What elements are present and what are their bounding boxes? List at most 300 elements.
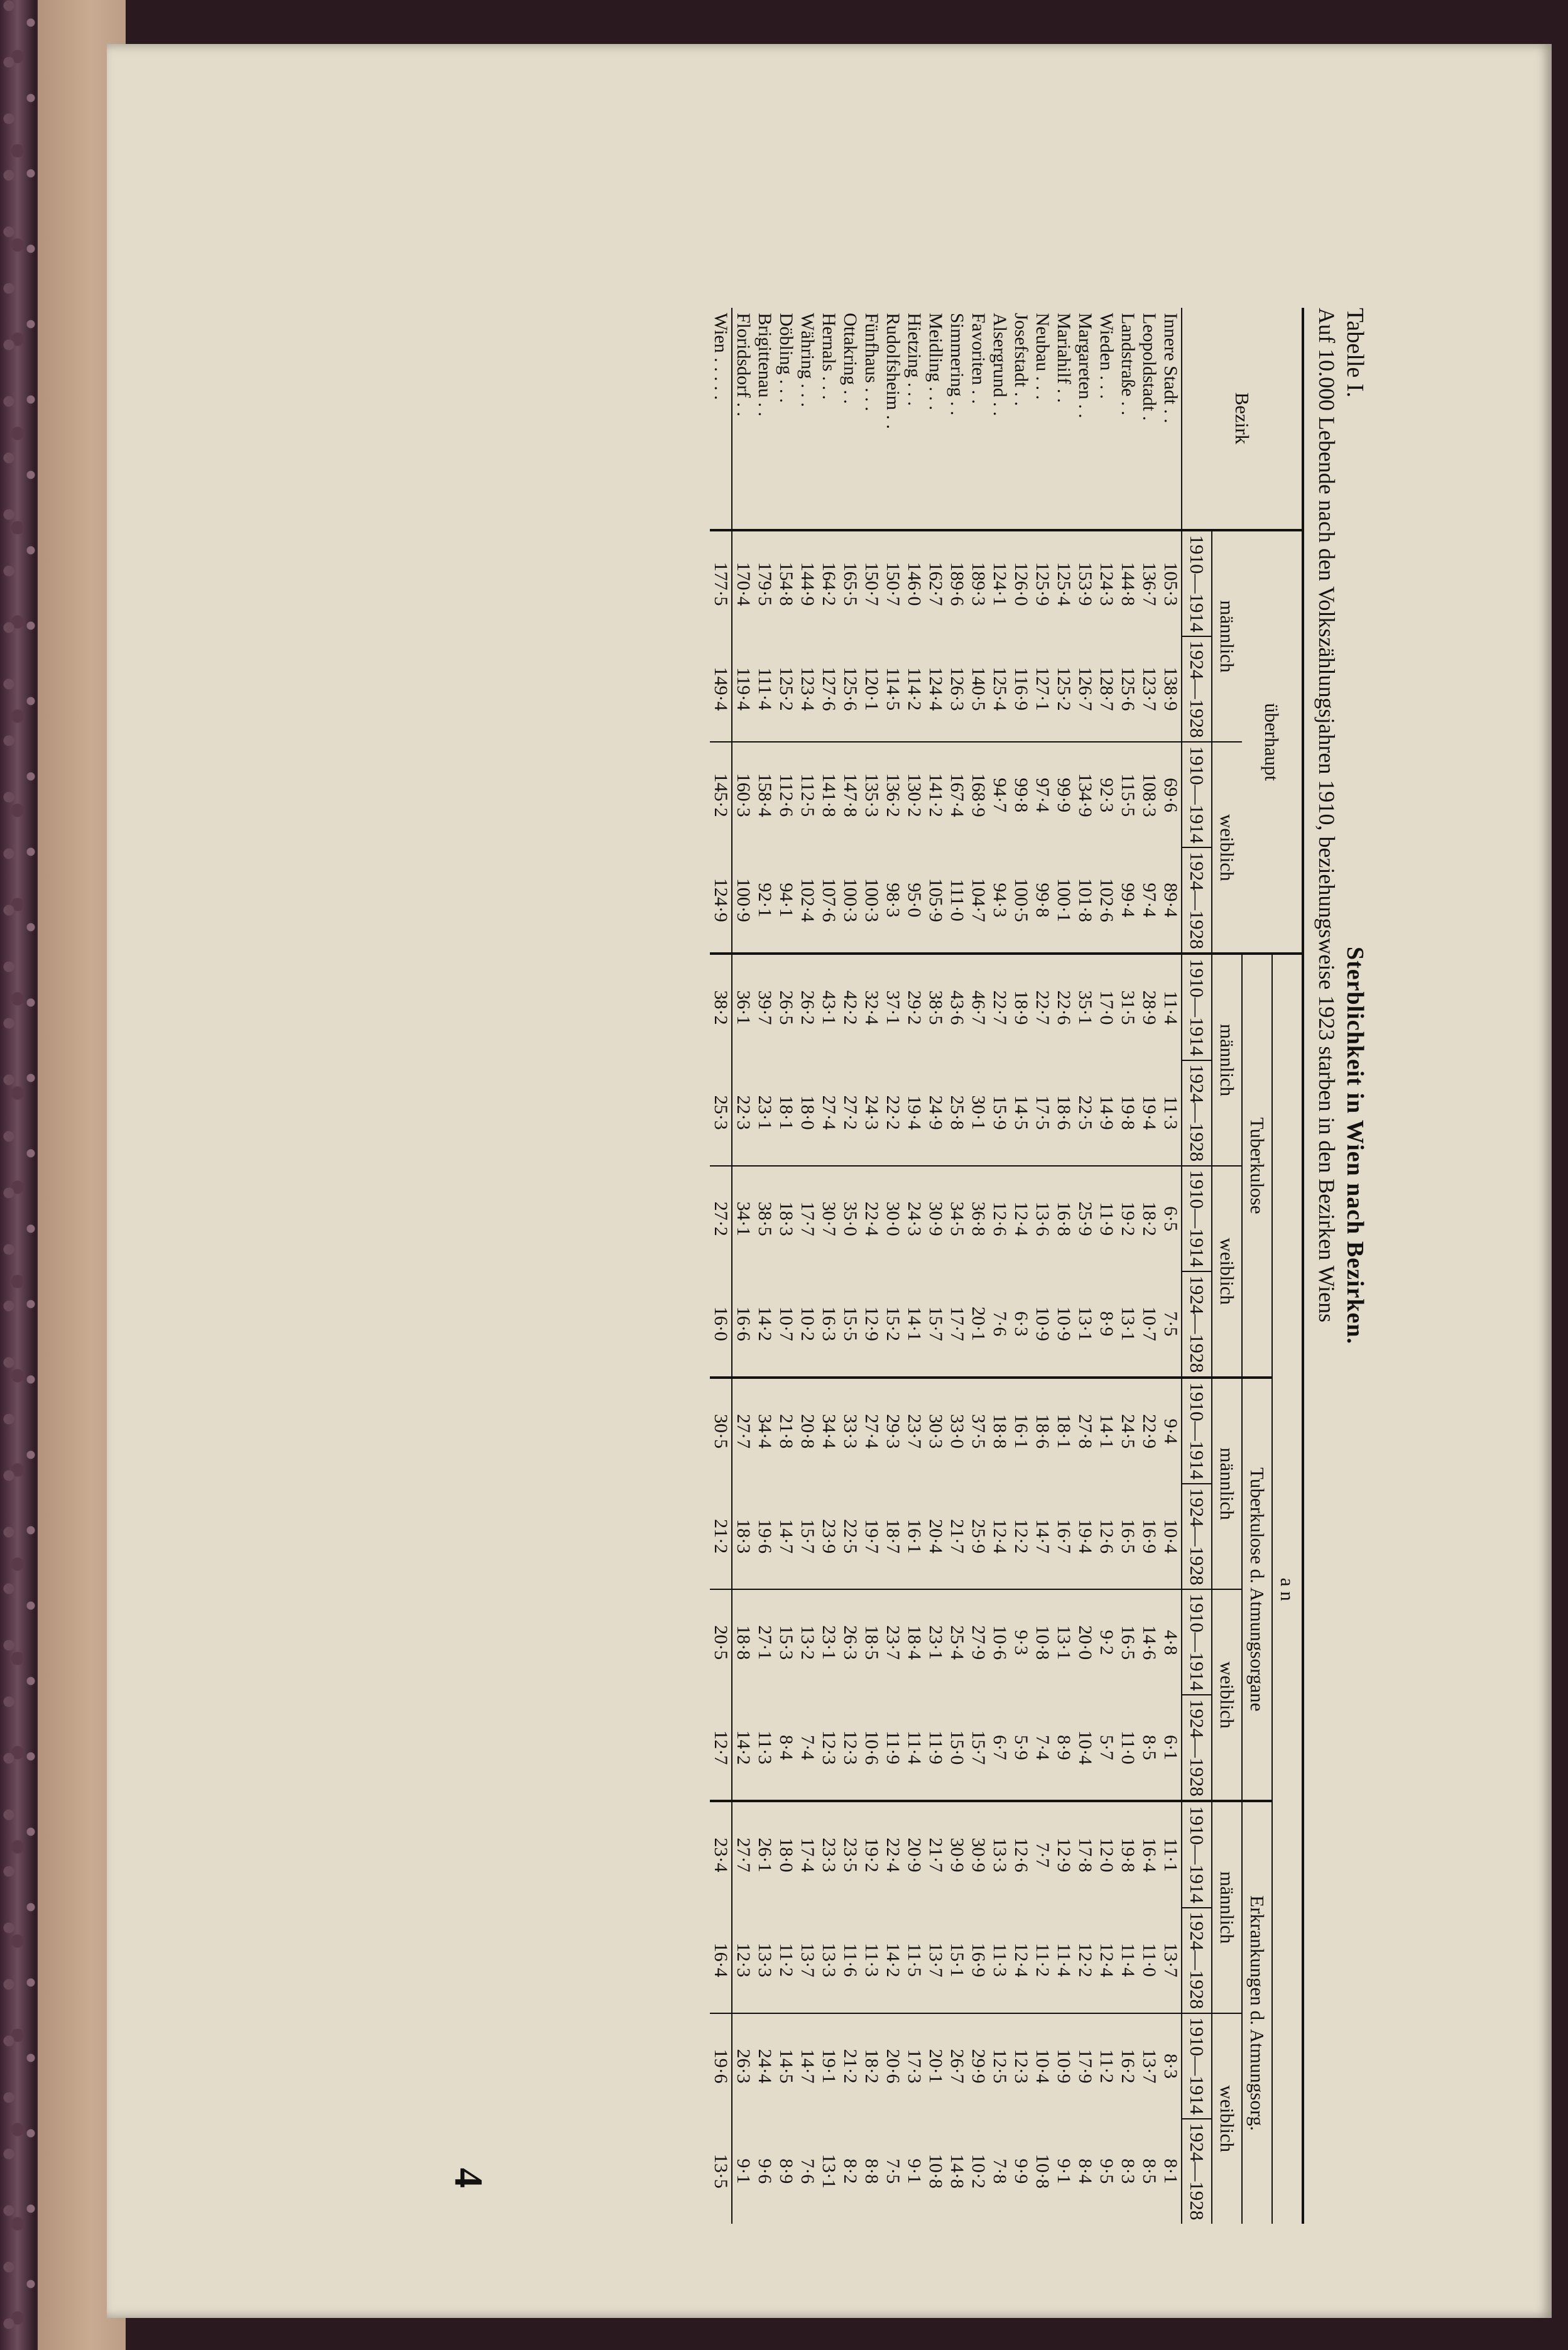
table-cell: 34·1 [732,1166,754,1271]
table-cell: 12·4 [1096,1942,1117,1977]
table-cell: 13·1 [1053,1589,1074,1695]
table-cell: 105·9 [925,878,946,922]
table-cell: 108·3 [1138,742,1160,847]
table-cell: 101·8 [1075,878,1096,922]
district-name: Ottakring . . [840,313,861,404]
header-period: 1910—1914 [1182,530,1212,636]
table-cell: 12·6 [989,1166,1010,1271]
table-cell: 27·4 [819,1095,839,1130]
table-cell: 10·2 [968,2153,989,2189]
table-cell: 13·3 [989,1801,1010,1907]
table-cell: 13·3 [819,1942,839,1977]
table-cell: 16·4 [710,1908,732,2013]
table-title: Sterblichkeit in Wien nach Bezirken. [1342,946,1368,1345]
table-cell: 30·1 [968,1095,989,1130]
table-cell: 8·8 [861,2158,882,2184]
table-cell: 17·0 [1096,954,1117,1060]
header-maennlich: männlich [1212,1801,1242,2013]
table-cell: 27·8 [1074,1378,1096,1484]
table-cell: 13·7 [797,1942,818,1977]
table-cell: 17·7 [947,1306,967,1341]
table-cell: 12·4 [1010,1166,1032,1271]
table-cell: 30·3 [925,1378,946,1484]
table-cell: 26·1 [754,1801,775,1907]
table-cell: 20·5 [710,1589,732,1695]
table-cell: 14·6 [1138,1589,1160,1695]
table-cell: 8·3 [1118,2158,1138,2184]
table-cell: 9·3 [1010,1589,1032,1695]
table-cell: 26·7 [946,2013,967,2119]
table-row [797,308,818,2224]
table-cell: 130·2 [903,742,925,847]
table-cell: 16·2 [1117,2013,1138,2119]
table-cell: 23·9 [819,1519,839,1554]
table-cell: 146·0 [903,530,925,636]
table-cell: 149·4 [710,636,732,742]
table-cell: 20·9 [903,1801,925,1907]
table-cell: 107·6 [819,878,839,922]
table-cell: 20·6 [882,2013,903,2119]
header-maennlich: männlich [1212,1378,1242,1589]
table-cell: 23·4 [710,1801,732,1907]
header-period: 1910—1914 [1182,1166,1212,1271]
table-cell: 16·8 [1053,1166,1074,1271]
table-row [967,308,989,2224]
table-cell: 38·2 [710,954,732,1060]
district-name: Josefstadt . . [1011,313,1032,406]
table-cell: 12·4 [1011,1942,1032,1977]
table-cell: 19·1 [818,2013,839,2119]
table-cell: 8·5 [1139,2158,1160,2184]
table-cell: 25·3 [710,1060,732,1166]
table-cell: 11·0 [1139,1943,1160,1977]
header-an: a n [1272,954,1303,2224]
table-cell: 11·0 [1118,1730,1138,1765]
district-name: Margareten . . [1075,313,1096,418]
table-cell: 7·6 [989,1311,1010,1337]
table-cell: 23·1 [818,1589,839,1695]
table-cell: 179·5 [754,530,775,636]
table-cell: 154·8 [775,530,797,636]
table-cell: 22·7 [989,954,1010,1060]
table-cell: 6·1 [1160,1734,1181,1760]
table-cell: 9·1 [733,2158,754,2184]
table-cell: 19·4 [904,1095,925,1130]
table-cell: 11·1 [1160,1801,1182,1907]
district-name: Leopoldstadt . [1139,313,1160,421]
table-cell: 177·5 [710,530,732,636]
table-cell: 26·5 [775,954,797,1060]
table-cell: 19·8 [1118,1095,1138,1130]
table-cell: 23·3 [818,1801,839,1907]
table-cell: 12·3 [840,1730,861,1765]
table-cell: 15·3 [775,1589,797,1695]
table-cell: 14·5 [1011,1095,1032,1130]
district-name: Währing . . . [797,313,818,407]
table-cell: 38·5 [925,954,946,1060]
table-cell: 124·9 [710,847,732,954]
table-cell: 21·2 [710,1484,732,1589]
table-cell: 127·6 [819,666,839,711]
table-cell: 126·3 [947,666,967,711]
table-cell: 9·4 [1160,1378,1182,1484]
table-cell: 98·3 [883,883,903,918]
table-cell: 34·5 [946,1166,967,1271]
table-cell: 14·8 [947,2153,967,2189]
table-cell: 21·8 [775,1378,797,1484]
table-subtitle: Auf 10.000 Lebende nach den Volkszählungsjahren 1910, beziehungsweise 1923 starben in den Bezirken Wiens [1314,308,1339,1323]
header-period: 1924—1928 [1182,2119,1212,2224]
table-cell: 27·2 [840,1095,861,1130]
table-cell: 18·7 [883,1519,903,1554]
table-cell: 11·3 [1160,1096,1181,1130]
header-period: 1910—1914 [1182,1378,1212,1484]
table-cell: 189·3 [967,530,989,636]
table-cell: 13·3 [754,1942,775,1977]
table-cell: 167·4 [946,742,967,847]
district-name: Alsergrund . . [989,313,1010,416]
table-cell: 24·9 [925,1095,946,1130]
table-cell: 17·8 [1074,1801,1096,1907]
book-page [107,44,1552,2318]
table-row [1053,308,1074,2224]
table-cell: 100·1 [1054,878,1074,922]
table-cell: 19·6 [710,2013,732,2119]
table-cell: 25·9 [968,1519,989,1554]
table-cell: 104·7 [968,878,989,922]
table-cell: 23·7 [903,1378,925,1484]
table-cell: 18·5 [861,1589,882,1695]
table-cell: 145·2 [710,742,732,847]
table-cell: 92·3 [1096,742,1117,847]
table-cell: 20·0 [1074,1589,1096,1695]
table-cell: 17·9 [1074,2013,1096,2119]
table-cell: 35·1 [1074,954,1096,1060]
table-cell: 94·7 [989,742,1010,847]
table-cell: 9·5 [1096,2158,1117,2184]
table-cell: 21·7 [947,1519,967,1554]
table-cell: 11·3 [861,1943,882,1977]
table-cell: 17·5 [1032,1095,1053,1130]
table-cell: 114·2 [904,667,925,711]
table-cell: 20·4 [925,1519,946,1554]
table-cell: 22·9 [1138,1378,1160,1484]
table-cell: 30·0 [882,1166,903,1271]
table-cell: 126·0 [1010,530,1032,636]
table-row [1074,308,1096,2224]
table-cell: 27·2 [710,1166,732,1271]
table-cell: 18·6 [1054,1095,1074,1130]
table-cell: 11·9 [1096,1166,1117,1271]
table-cell: 14·7 [1032,1519,1053,1554]
district-name: Neubau . . . [1032,313,1053,400]
header-weiblich: weiblich [1212,1589,1242,1801]
table-cell: 13·1 [819,2153,839,2189]
table-cell: 8·9 [776,2158,797,2184]
table-cell: 26·3 [732,2013,754,2119]
table-cell: 13·7 [925,1942,946,1977]
table-cell: 17·4 [797,1801,818,1907]
table-cell: 37·5 [967,1378,989,1484]
table-row [946,308,967,2224]
table-cell: 30·9 [925,1166,946,1271]
district-name: Wieden . . . [1096,313,1117,400]
table-row [1096,308,1117,2224]
table-cell: 158·4 [754,742,775,847]
table-cell: 13·5 [710,2119,732,2224]
table-cell: 150·7 [861,530,882,636]
table-cell: 10·2 [797,1306,818,1341]
table-cell: 11·4 [1118,1943,1138,1977]
table-cell: 95·0 [904,883,925,918]
header-period: 1910—1914 [1182,1589,1212,1695]
table-cell: 123·7 [1139,666,1160,711]
table-cell: 147·8 [839,742,861,847]
table-cell: 16·0 [710,1271,732,1378]
header-tbc-atmung: Tuberkulose d. Atmungsorgane [1242,1378,1272,1801]
table-cell: 24·4 [754,2013,775,2119]
table-cell: 116·9 [1011,667,1032,711]
table-cell: 36·8 [967,1166,989,1271]
table-cell: 16·5 [1118,1519,1138,1554]
table-cell: 38·5 [754,1166,775,1271]
page-number: 4 [447,2168,491,2188]
table-cell: 89·4 [1160,883,1181,918]
table-cell: 16·1 [904,1519,925,1554]
table-cell: 124·4 [925,666,946,711]
table-cell: 153·9 [1074,530,1096,636]
table-cell: 27·4 [861,1378,882,1484]
table-cell: 14·1 [904,1306,925,1341]
district-name: Hietzing . . . [904,313,925,406]
table-cell: 168·9 [967,742,989,847]
table-cell: 15·7 [797,1519,818,1554]
table-cell: 25·4 [946,1589,967,1695]
table-cell: 150·7 [882,530,903,636]
table-cell: 12·9 [1053,1801,1074,1907]
table-cell: 16·9 [968,1942,989,1977]
table-cell: 32·4 [861,954,882,1060]
table-cell: 19·4 [1075,1519,1096,1554]
header-period: 1910—1914 [1182,2013,1212,2119]
table-cell: 10·7 [776,1306,797,1341]
table-cell: 12·4 [989,1519,1010,1554]
table-cell: 12·2 [1075,1942,1096,1977]
header-period: 1924—1928 [1182,1484,1212,1589]
table-cell: 19·2 [861,1801,882,1907]
table-cell: 134·9 [1074,742,1096,847]
table-cell: 11·4 [904,1730,925,1765]
table-cell: 23·1 [925,1589,946,1695]
table-cell: 10·4 [1032,2013,1053,2119]
table-cell: 16·9 [1139,1519,1160,1554]
table-row [754,308,775,2224]
table-row [775,308,797,2224]
table-cell: 99·8 [1032,883,1053,918]
header-period: 1924—1928 [1182,1060,1212,1166]
table-cell: 112·6 [775,742,797,847]
table-cell: 125·9 [1032,530,1053,636]
table-cell: 16·3 [819,1306,839,1341]
table-cell: 19·7 [861,1519,882,1554]
table-cell: 97·4 [1139,883,1160,918]
table-cell: 125·6 [1118,666,1138,711]
table-cell: 34·4 [818,1378,839,1484]
table-cell: 6·3 [1011,1311,1032,1337]
table-cell: 136·7 [1138,530,1160,636]
table-cell: 28·9 [1138,954,1160,1060]
table-row [989,308,1010,2224]
table-cell: 162·7 [925,530,946,636]
table-row [1138,308,1160,2224]
table-cell: 29·2 [903,954,925,1060]
table-cell: 126·7 [1075,666,1096,711]
header-period: 1910—1914 [1182,954,1212,1060]
table-cell: 18·0 [775,1801,797,1907]
table-cell: 11·2 [776,1943,797,1977]
table-cell: 13·2 [797,1589,818,1695]
table-cell: 11·3 [989,1943,1010,1977]
table-cell: 115·5 [1117,742,1138,847]
table-cell: 9·1 [904,2158,925,2184]
table-row [903,308,925,2224]
table-cell: 24·5 [1117,1378,1138,1484]
table-row [1010,308,1032,2224]
district-name: Döbling . . . [776,313,797,403]
table-cell: 111·4 [754,667,775,710]
header-weiblich: weiblich [1212,1166,1242,1378]
table-cell: 24·3 [903,1166,925,1271]
header-maennlich: männlich [1212,530,1242,742]
table-cell: 100·3 [861,878,882,922]
table-cell: 8·4 [1075,2158,1096,2184]
table-cell: 15·0 [947,1730,967,1765]
table-cell: 9·6 [754,2158,775,2184]
table-cell: 125·6 [840,666,861,711]
table-cell: 6·7 [989,1734,1010,1760]
table-cell: 20·8 [797,1378,818,1484]
table-cell: 33·0 [946,1378,967,1484]
table-cell: 30·7 [818,1166,839,1271]
table-cell: 124·3 [1096,530,1117,636]
district-name: Brigittenau . . [754,313,775,416]
table-cell: 141·2 [925,742,946,847]
table-cell: 10·6 [861,1730,882,1765]
table-cell: 14·9 [1096,1095,1117,1130]
table-cell: 189·6 [946,530,967,636]
table-cell: 127·1 [1032,666,1053,711]
table-cell: 18·8 [732,1589,754,1695]
table-cell: 12·9 [861,1306,882,1341]
district-name: Meidling . . . [925,313,946,410]
table-cell: 22·4 [861,1166,882,1271]
table-cell: 13·1 [1118,1306,1138,1341]
table-cell: 18·4 [903,1589,925,1695]
table-cell: 10·9 [1054,1306,1074,1341]
table-cell: 100·3 [840,878,861,922]
table-cell: 11·2 [1032,1943,1053,1977]
table-cell: 18·2 [1138,1166,1160,1271]
table-cell: 16·5 [1117,1589,1138,1695]
table-cell: 20·1 [925,2013,946,2119]
district-name: Wien . . . . . [710,308,732,530]
table-cell: 14·5 [775,2013,797,2119]
district-name: Simmering . . [947,313,967,416]
table-row [1160,308,1182,2224]
table-cell: 11·5 [904,1943,925,1977]
table-cell: 15·9 [989,1095,1010,1130]
table-cell: 10·6 [989,1589,1010,1695]
table-cell: 31·5 [1117,954,1138,1060]
table-cell: 69·6 [1160,742,1182,847]
table-caption [1341,308,1369,2224]
district-name: Mariahilf . . [1054,313,1074,403]
table-row [839,308,861,2224]
table-cell: 18·3 [733,1519,754,1554]
table-cell: 141·8 [818,742,839,847]
table-cell: 18·1 [1053,1378,1074,1484]
table-cell: 18·0 [797,1095,818,1130]
table-cell: 100·9 [733,878,754,922]
table-cell: 18·1 [776,1095,797,1130]
table-cell: 20·1 [968,1306,989,1341]
table-cell: 8·9 [1054,1734,1074,1760]
table-cell: 12·2 [1011,1519,1032,1554]
header-bezirk: Bezirk [1182,308,1303,530]
table-cell: 34·4 [754,1378,775,1484]
table-cell: 14·1 [1096,1378,1117,1484]
table-cell: 11·9 [883,1730,903,1765]
table-cell: 16·1 [1010,1378,1032,1484]
header-period: 1924—1928 [1182,1695,1212,1801]
table-cell: 18·3 [775,1166,797,1271]
table-cell: 25·8 [947,1095,967,1130]
table-cell: 30·9 [967,1801,989,1907]
district-name: Innere Stadt . . [1160,313,1181,423]
table-cell: 7·7 [1032,1801,1053,1907]
table-cell: 24·3 [861,1095,882,1130]
table-cell: 21·2 [839,2013,861,2119]
table-cell: 136·2 [882,742,903,847]
table-cell: 170·4 [732,530,754,636]
table-cell: 10·8 [925,2153,946,2189]
header-ueberhaupt: überhaupt [1242,530,1303,954]
table-cell: 22·7 [1032,954,1053,1060]
table-row [1032,308,1053,2224]
table-cell: 10·9 [1053,2013,1074,2119]
table-cell: 125·2 [1054,666,1074,711]
table-cell: 102·4 [797,878,818,922]
table-cell: 7·4 [1032,1734,1053,1760]
table-cell: 30·5 [710,1378,732,1484]
table-cell: 94·1 [776,883,797,918]
table-cell: 14·2 [754,1306,775,1341]
header-weiblich: weiblich [1212,742,1242,954]
table-cell: 22·5 [1075,1095,1096,1130]
table-cell: 160·3 [732,742,754,847]
table-cell: 9·2 [1096,1589,1117,1695]
table-cell: 30·9 [946,1801,967,1907]
table-cell: 23·5 [839,1801,861,1907]
table-cell: 123·4 [797,666,818,711]
table-cell: 12·3 [819,1730,839,1765]
table-cell: 8·5 [1139,1734,1160,1760]
table-cell: 11·3 [754,1730,775,1765]
table-cell: 5·9 [1011,1734,1032,1760]
table-cell: 42·2 [839,954,861,1060]
header-maennlich: männlich [1212,954,1242,1165]
table-cell: 22·5 [840,1519,861,1554]
